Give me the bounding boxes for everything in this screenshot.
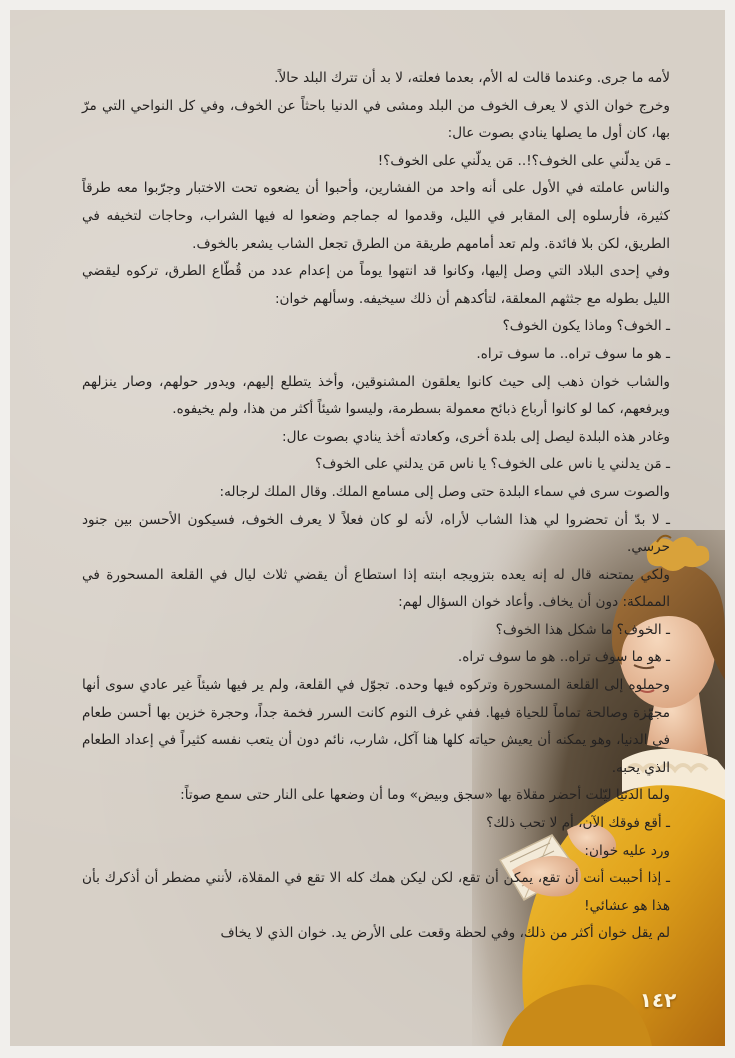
dialogue-line: ـ لا بدّ أن تحضروا لي هذا الشاب لأراه، لأنه لو كان فعلاً لا يعرف الخوف، فسيكون الأحسن بين جنود حرسي. bbox=[82, 511, 670, 556]
page-number: ١٤٢ bbox=[639, 988, 677, 1012]
paragraph: وفي إحدى البلاد التي وصل إليها، وكانوا قد انتهوا يوماً من إعدام عدد من قُطّاع الطرق، تركوه ليقضي الليل بطوله مع جثثهم المعلقة، لتأكدهم أن ذلك سيخيفه. وسألهم خوان: bbox=[82, 263, 670, 307]
paragraph: والشاب خوان ذهب إلى حيث كانوا يعلقون المشنوقين، وأخذ يتطلع إليهم، ويدور حولهم، وصار ينزلهم ويرفعهم، كما لو كانوا أرباع ذبائح معمولة بسطرمة، وليسوا شيئاً أكثر من هذا، ولم يخيفوه. bbox=[82, 373, 670, 418]
paragraph: لأمه ما جرى. وعندما قالت له الأم، بعدما فعلته، لا بد أن تترك البلد حالاً. bbox=[274, 70, 670, 86]
dialogue-line: ـ مَن يدلني يا ناس على الخوف؟ يا ناس مَن يدلني على الخوف؟ bbox=[315, 456, 670, 473]
paragraph: وغادر هذه البلدة ليصل إلى بلدة أخرى، وكعادته أخذ ينادي بصوت عال: bbox=[282, 428, 670, 445]
dialogue-line: ـ الخوف؟ وماذا يكون الخوف؟ bbox=[502, 318, 670, 335]
dialogue-line: ـ مَن يدلّني على الخوف؟!.. مَن يدلّني على الخوف؟! bbox=[377, 152, 670, 169]
paragraph: ولكي يمتحنه قال له إنه يعده بتزويجه ابنته إذا استطاع أن يقضي ثلاث ليال في القلعة المسحورة في المملكة: دون أن يخاف. وأعاد خوان السؤال لهم: bbox=[82, 566, 670, 611]
paragraph: ورد عليه خوان: bbox=[584, 842, 670, 859]
dialogue-line: ـ إذا أحببت أنت أن تقع، يمكن أن تقع، لكن ليكن همك كله الا تقع في المقلاة، لأنني مضطر أن أذكرك بأن هذا هو عشائي! bbox=[82, 870, 670, 914]
body-text bbox=[82, 65, 670, 948]
book-page bbox=[10, 10, 725, 1046]
paragraph: وخرج خوان الذي لا يعرف الخوف من البلد ومشى في الدنيا باحثاً عن الخوف، وفي كل النواحي التي مرّ بها، كان أول ما يصلها ينادي بصوت عال: bbox=[82, 97, 670, 142]
dialogue-line: ـ هو ما سوف تراه.. ما سوف تراه. bbox=[476, 345, 670, 362]
paragraph: ولما الدنيا ليّلت أحضر مقلاة بها «سجق وبيض» وما أن وضعها على النار حتى سمع صوتاً: bbox=[180, 787, 670, 804]
paragraph: لم يقل خوان أكثر من ذلك، وفي لحظة وقعت على الأرض يد. خوان الذي لا يخاف bbox=[220, 925, 670, 942]
paragraph: وحملوه إلى القلعة المسحورة وتركوه فيها وحده. تجوّل في القلعة، ولم ير فيها شيئاً غير عادي سوى أنها مجهّزة وصالحة تماماً للحياة فيها. ففي غرف النوم كانت السرر فخمة جداً، وحجرة خزين بها أحسن طعام في الدنيا، وهو يمكنه أن يعيش حياته كلها هنا آكل، شارب، نائم دون أن يتعب نفسه كثيراً في إعداد الطعام الذي يحبه. bbox=[82, 677, 670, 776]
paragraph: والصوت سرى في سماء البلدة حتى وصل إلى مسامع الملك. وقال الملك لرجاله: bbox=[219, 483, 670, 500]
dialogue-line: ـ أقع فوقك الآن، أم لا تحب ذلك؟ bbox=[486, 815, 670, 832]
dialogue-line: ـ الخوف؟ ما شكل هذا الخوف؟ bbox=[495, 621, 670, 638]
dialogue-line: ـ هو ما سوف تراه.. هو ما سوف تراه. bbox=[457, 649, 670, 666]
paragraph: والناس عاملته في الأول على أنه واحد من الفشارين، وأحبوا أن يضعوه تحت الاختبار وجرّبوا معه طرقاً كثيرة، فأرسلوه إلى المقابر في الليل، وقدموا له جماجم وضعوا له فيها الشراب، وحاجات لتخيفه في الطريق، لكن بلا فائدة. ولم تعد أمامهم طريقة من الطرق تجعل الشاب يشعر بالخوف. bbox=[82, 180, 670, 252]
